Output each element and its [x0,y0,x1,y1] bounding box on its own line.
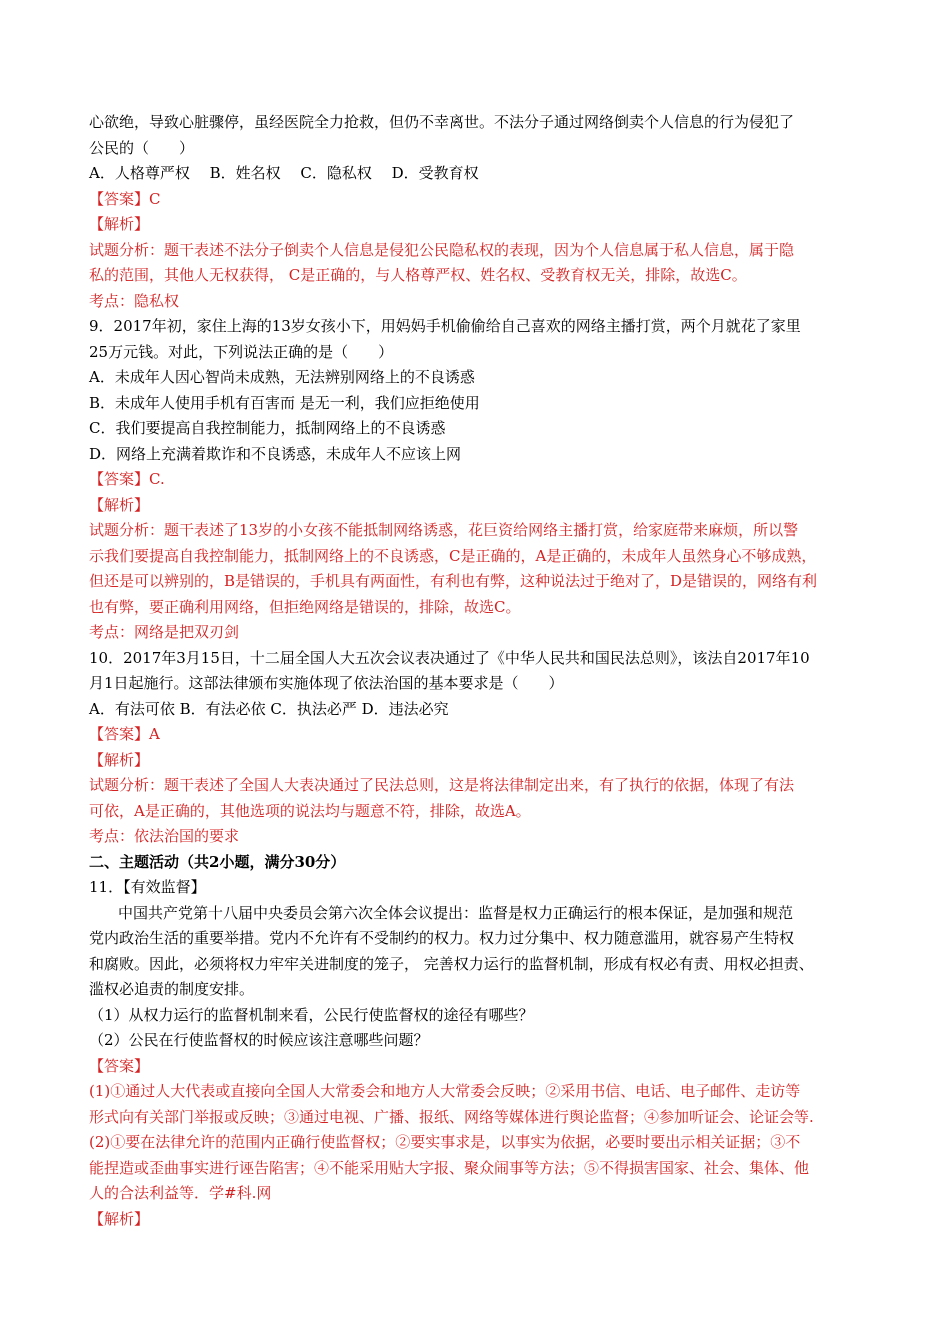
q9-analysis-line-3: 但还是可以辨别的，B是错误的，手机具有两面性，有利也有弊，这种说法过于绝对了，D是错误的，网络有利 [89,572,818,590]
q9-analysis-label: 【解析】 [89,495,150,514]
q11-answer-2-line-3: 人的合法利益等．学#科.网 [89,1184,272,1202]
q9-analysis-line-1: 试题分析：题干表述了13岁的小女孩不能抵制网络诱惑，花巨资给网络主播打赏，给家庭带来麻烦，所以警 [89,521,799,539]
q11-sub-question-1: （1）从权力运行的监督机制来看，公民行使监督权的途径有哪些？ [89,1005,534,1024]
q10-options: A．有法可依 B．有法必依 C．执法必严 D．违法必究 [89,699,449,718]
document-page [89,110,879,1232]
q11-answer-2-line-2: 能捏造或歪曲事实进行诬告陷害；④不能采用贴大字报、聚众闹事等方法；⑤不得损害国家、社会、集体、他 [89,1158,810,1177]
q8-answer: 【答案】C [89,189,161,208]
q10-stem-line-2: 月1日起施行。这部法律颁布实施体现了依法治国的基本要求是（ ） [89,674,564,692]
q10-answer: 【答案】A [89,725,160,743]
q8-stem-line-1: 心欲绝，导致心脏骤停，虽经医院全力抢救，但仍不幸离世。不法分子通过网络倒卖个人信息的行为侵犯了 [89,113,795,131]
q9-analysis-line-2: 示我们要提高自我控制能力，抵制网络上的不良诱惑，C是正确的，A是正确的，未成年人虽然身心不够成熟， [89,546,817,565]
q9-stem-line-1: 9．2017年初，家住上海的13岁女孩小下，用妈妈手机偷偷给自己喜欢的网络主播打赏，两个月就花了家里 [89,317,801,335]
q8-analysis-line-1: 试题分析：题干表述不法分子倒卖个人信息是侵犯公民隐私权的表现，因为个人信息属于私人信息，属于隐 [89,240,795,259]
q8-stem-line-2: 公民的（ ） [89,138,195,157]
q11-answer-label: 【答案】 [89,1056,150,1075]
q10-analysis-label: 【解析】 [89,750,150,769]
q9-point: 考点：网络是把双刃剑 [89,623,240,641]
q10-analysis-line-1: 试题分析：题干表述了全国人大表决通过了民法总则，这是将法律制定出来，有了执行的依据，体现了有法 [89,776,795,794]
q11-material-line-1: 中国共产党第十八届中央委员会第六次全体会议提出：监督是权力正确运行的根本保证，是加强和规范 [118,903,794,922]
q11-answer-1-line-1: (1)①通过人大代表或直接向全国人大常委会和地方人大常委会反映；②采用书信、电话、电子邮件、走访等 [89,1082,801,1100]
q9-option-a: A．未成年人因心智尚未成熟，无法辨别网络上的不良诱惑 [89,368,475,386]
q9-option-d: D．网络上充满着欺诈和不良诱惑，未成年人不应该上网 [89,444,462,463]
q8-options: A．人格尊严权 B．姓名权 C．隐私权 D．受教育权 [89,164,479,182]
q9-stem-line-2: 25万元钱。对此，下列说法正确的是（ ） [89,342,394,361]
q11-material-line-3: 和腐败。因此，必须将权力牢牢关进制度的笼子， 完善权力运行的监督机制，形成有权必有责、用权必担责、 [89,954,814,973]
q8-point: 考点：隐私权 [89,291,180,310]
q9-analysis-line-4: 也有弊，要正确利用网络，但拒绝网络是错误的，排除，故选C。 [89,597,521,616]
q8-analysis-label: 【解析】 [89,215,150,233]
q11-material-line-2: 党内政治生活的重要举措。党内不允许有不受制约的权力。权力过分集中、权力随意滥用，就容易产生特权 [89,929,795,947]
q11-sub-question-2: （2）公民在行使监督权的时候应该注意哪些问题？ [89,1031,429,1049]
q11-answer-2-line-1: (2)①要在法律允许的范围内正确行使监督权；②要实事求是，以事实为依据，必要时要出示相关证据；③不 [89,1133,801,1151]
section-2-heading: 二、主题活动（共2小题，满分30分） [89,852,346,871]
q9-option-b: B．未成年人使用手机有百害而 是无一利，我们应拒绝使用 [89,393,480,412]
q11-answer-1-line-2: 形式向有关部门举报或反映；③通过电视、广播、报纸、网络等媒体进行舆论监督；④参加听证会、论证会等. [89,1107,814,1126]
q10-stem-line-1: 10．2017年3月15日，十二届全国人大五次会议表决通过了《中华人民共和国民法总则》，该法自2017年10 [89,648,810,667]
q11-material-line-4: 滥权必追责的制度安排。 [89,980,255,998]
q11-analysis-label: 【解析】 [89,1209,150,1228]
q10-point: 考点：依法治国的要求 [89,827,240,845]
q11-title: 11．【有效监督】 [89,878,206,896]
q8-analysis-line-2: 私的范围，其他人无权获得， C是正确的，与人格尊严权、姓名权、受教育权无关，排除，故选C。 [89,266,747,284]
q9-answer: 【答案】C. [89,470,165,488]
q9-option-c: C．我们要提高自我控制能力，抵制网络上的不良诱惑 [89,419,446,437]
q10-analysis-line-2: 可依，A是正确的，其他选项的说法均与题意不符，排除，故选A。 [89,801,531,820]
